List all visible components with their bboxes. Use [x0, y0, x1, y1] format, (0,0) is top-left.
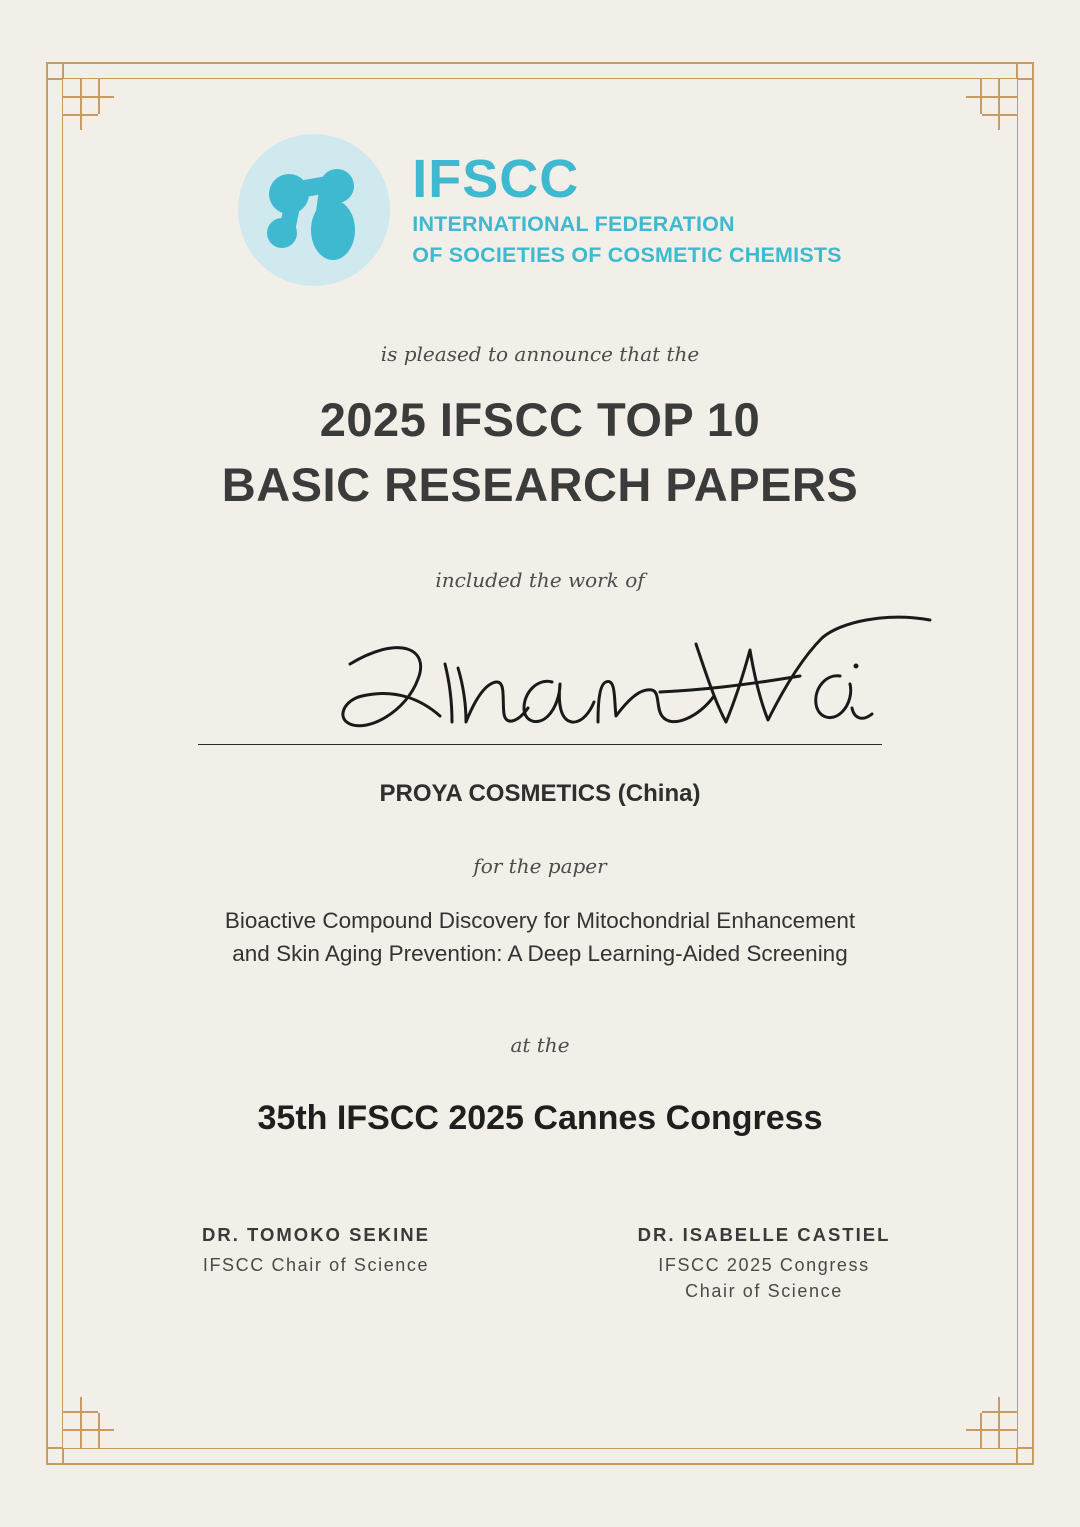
paper-title-line1: Bioactive Compound Discovery for Mitochondrial Enhancement	[224, 907, 856, 933]
ifscc-logo-text	[412, 148, 842, 269]
signatory-left-role: IFSCC Chair of Science	[202, 1255, 430, 1276]
certificate-content	[100, 120, 980, 1304]
ifscc-fullname-line2: OF SOCIETIES OF COSMETIC CHEMISTS	[412, 243, 842, 268]
announcement-lead: is pleased to announce that the	[380, 342, 700, 366]
corner-ornament-bottom-right	[950, 1381, 1034, 1465]
ifscc-acronym: IFSCC	[412, 148, 580, 209]
included-work-label: included the work of	[435, 567, 645, 592]
signatory-right	[588, 1224, 940, 1304]
signatory-left-name: DR. TOMOKO SEKINE	[202, 1224, 430, 1246]
for-the-paper-label: for the paper	[473, 853, 607, 878]
award-title-line1: 2025 IFSCC TOP 10	[319, 393, 761, 446]
signatory-right-name: DR. ISABELLE CASTIEL	[637, 1224, 891, 1246]
signature-block	[100, 604, 980, 774]
signatories	[100, 1224, 980, 1304]
ifscc-logo	[100, 134, 980, 286]
signatory-left	[140, 1224, 492, 1304]
at-the-label: at the	[510, 1033, 570, 1058]
award-title	[100, 388, 980, 518]
corner-ornament-bottom-left	[46, 1381, 130, 1465]
ifscc-molecule-logo-icon	[238, 134, 390, 286]
award-title-line2: BASIC RESEARCH PAPERS	[221, 457, 859, 511]
handwritten-signature-icon	[100, 604, 980, 764]
affiliation: PROYA COSMETICS (China)	[379, 779, 701, 807]
congress-name: 35th IFSCC 2025 Cannes Congress	[257, 1099, 823, 1138]
signatory-right-role: IFSCC 2025 Congress Chair of Science	[658, 1255, 870, 1302]
paper-title-line2: and Skin Aging Prevention: A Deep Learning-Aided Screening	[232, 941, 848, 967]
paper-title	[100, 904, 980, 972]
signature-line	[198, 744, 882, 745]
ifscc-fullname-line1: INTERNATIONAL FEDERATION	[412, 212, 735, 237]
